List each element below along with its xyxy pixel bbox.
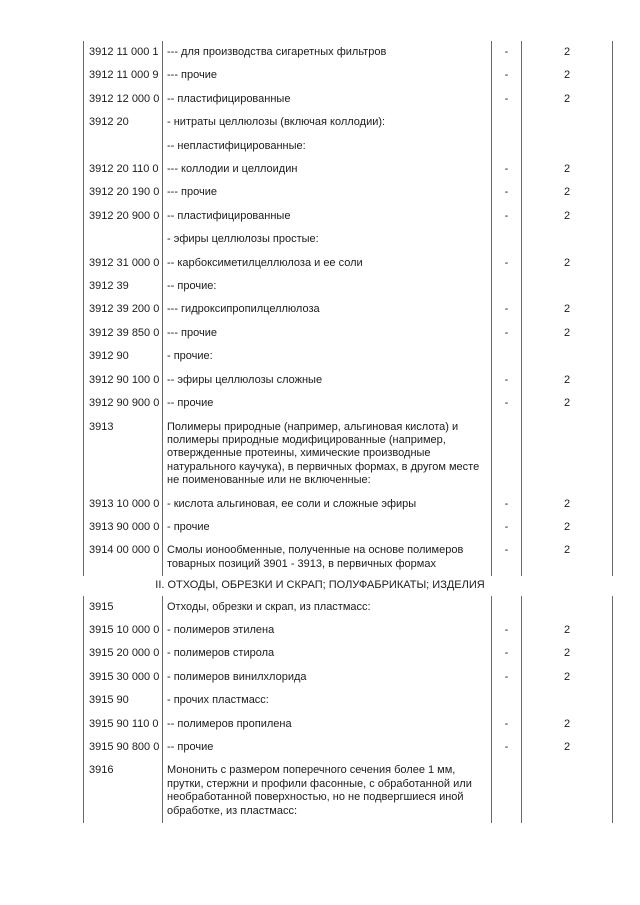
code-cell: 3915 90 800 0: [84, 736, 163, 759]
rate-cell: 2: [522, 41, 613, 64]
table-row: [83, 345, 613, 368]
unit-cell: -: [492, 493, 522, 516]
section-header: II. ОТХОДЫ, ОБРЕЗКИ И СКРАП; ПОЛУФАБРИКАТЫ; ИЗДЕЛИЯ: [155, 579, 485, 592]
table-row: [83, 416, 613, 493]
unit-cell: -: [492, 642, 522, 665]
unit-cell: -: [492, 666, 522, 689]
rate-cell: 2: [522, 252, 613, 275]
code-cell: 3912 90: [84, 345, 163, 368]
table-row: [83, 736, 613, 759]
description-cell: --- прочие: [163, 64, 492, 87]
code-cell: 3912 39: [84, 275, 163, 298]
unit-cell: -: [492, 539, 522, 576]
table-row: [83, 111, 613, 134]
unit-cell: -: [492, 322, 522, 345]
table-row: [83, 369, 613, 392]
unit-cell: -: [492, 392, 522, 415]
description-cell: Отходы, обрезки и скрап, из пластмасс:: [163, 596, 492, 619]
rate-cell: 2: [522, 88, 613, 111]
table-row: [83, 88, 613, 111]
table-row: [83, 252, 613, 275]
table-row: [83, 205, 613, 228]
table-row: [83, 228, 613, 251]
code-cell: 3912 20 900 0: [84, 205, 163, 228]
rate-cell: 2: [522, 493, 613, 516]
description-cell: Полимеры природные (например, альгиновая кислота) и полимеры природные модифицированные (например, отвержденные протеины, химические производные натурального каучука), в первичных формах, в другом месте не поименованные или не включенные:: [163, 416, 492, 493]
code-cell: 3914 00 000 0: [84, 539, 163, 576]
description-cell: - кислота альгиновая, ее соли и сложные эфиры: [163, 493, 492, 516]
unit-cell: -: [492, 516, 522, 539]
rate-cell: [522, 689, 613, 712]
table-row: [83, 41, 613, 64]
rate-cell: 2: [522, 642, 613, 665]
unit-cell: -: [492, 619, 522, 642]
table-row: [83, 689, 613, 712]
description-cell: -- карбоксиметилцеллюлоза и ее соли: [163, 252, 492, 275]
description-cell: -- полимеров пропилена: [163, 713, 492, 736]
code-cell: 3915 30 000 0: [84, 666, 163, 689]
rate-cell: 2: [522, 392, 613, 415]
rate-cell: [522, 228, 613, 251]
rate-cell: [522, 596, 613, 619]
description-cell: -- прочие: [163, 392, 492, 415]
description-cell: - полимеров стирола: [163, 642, 492, 665]
unit-cell: [492, 135, 522, 158]
unit-cell: -: [492, 298, 522, 321]
unit-cell: -: [492, 64, 522, 87]
table-row: [83, 619, 613, 642]
description-cell: --- прочие: [163, 322, 492, 345]
description-cell: Мононить с размером поперечного сечения более 1 мм, прутки, стержни и профили фасонные, с обработанной или необработанной поверхностью, но не подвергшиеся иной обработке, из пластмасс:: [163, 759, 492, 823]
code-cell: 3912 12 000 0: [84, 88, 163, 111]
code-cell: [84, 135, 163, 158]
code-cell: 3913 10 000 0: [84, 493, 163, 516]
description-cell: -- пластифицированные: [163, 205, 492, 228]
description-cell: -- непластифицированные:: [163, 135, 492, 158]
unit-cell: [492, 345, 522, 368]
code-cell: 3912 11 000 9: [84, 64, 163, 87]
unit-cell: -: [492, 736, 522, 759]
code-cell: [84, 228, 163, 251]
code-cell: 3915 20 000 0: [84, 642, 163, 665]
description-cell: --- прочие: [163, 181, 492, 204]
unit-cell: -: [492, 713, 522, 736]
description-cell: - прочие: [163, 516, 492, 539]
unit-cell: [492, 416, 522, 493]
rate-cell: 2: [522, 64, 613, 87]
unit-cell: [492, 111, 522, 134]
table-row: [83, 539, 613, 576]
code-cell: 3912 39 850 0: [84, 322, 163, 345]
unit-cell: [492, 759, 522, 823]
code-cell: 3912 11 000 1: [84, 41, 163, 64]
rate-cell: 2: [522, 369, 613, 392]
rate-cell: [522, 135, 613, 158]
description-cell: - эфиры целлюлозы простые:: [163, 228, 492, 251]
unit-cell: -: [492, 205, 522, 228]
unit-cell: -: [492, 181, 522, 204]
rate-cell: [522, 416, 613, 493]
unit-cell: [492, 596, 522, 619]
unit-cell: -: [492, 252, 522, 275]
table-row: [83, 713, 613, 736]
table-row: [83, 181, 613, 204]
rate-cell: 2: [522, 713, 613, 736]
table-row: [83, 596, 613, 619]
table-row: [83, 666, 613, 689]
rate-cell: 2: [522, 205, 613, 228]
code-cell: 3912 90 900 0: [84, 392, 163, 415]
unit-cell: -: [492, 41, 522, 64]
description-cell: -- прочие: [163, 736, 492, 759]
rate-cell: 2: [522, 181, 613, 204]
code-cell: 3912 31 000 0: [84, 252, 163, 275]
rate-cell: 2: [522, 158, 613, 181]
rate-cell: [522, 345, 613, 368]
unit-cell: -: [492, 369, 522, 392]
table-row: [83, 759, 613, 823]
rate-cell: 2: [522, 322, 613, 345]
unit-cell: [492, 689, 522, 712]
rate-cell: 2: [522, 516, 613, 539]
rate-cell: [522, 275, 613, 298]
unit-cell: [492, 275, 522, 298]
rate-cell: 2: [522, 666, 613, 689]
code-cell: 3916: [84, 759, 163, 823]
rate-cell: 2: [522, 736, 613, 759]
code-cell: 3912 39 200 0: [84, 298, 163, 321]
table-row: [83, 64, 613, 87]
description-cell: --- для производства сигаретных фильтров: [163, 41, 492, 64]
rate-cell: [522, 111, 613, 134]
code-cell: 3915 90: [84, 689, 163, 712]
code-cell: 3912 20: [84, 111, 163, 134]
code-cell: 3915: [84, 596, 163, 619]
table-row: [83, 158, 613, 181]
table-row: [83, 135, 613, 158]
unit-cell: -: [492, 88, 522, 111]
table-row: [83, 642, 613, 665]
description-cell: - нитраты целлюлозы (включая коллодии):: [163, 111, 492, 134]
code-cell: 3913: [84, 416, 163, 493]
code-cell: 3912 20 110 0: [84, 158, 163, 181]
description-cell: - полимеров винилхлорида: [163, 666, 492, 689]
description-cell: -- прочие:: [163, 275, 492, 298]
description-cell: -- пластифицированные: [163, 88, 492, 111]
code-cell: 3915 90 110 0: [84, 713, 163, 736]
table-row: [83, 298, 613, 321]
code-cell: 3913 90 000 0: [84, 516, 163, 539]
code-cell: 3912 90 100 0: [84, 369, 163, 392]
rate-cell: 2: [522, 539, 613, 576]
rate-cell: 2: [522, 298, 613, 321]
table-row: [83, 392, 613, 415]
rate-cell: 2: [522, 619, 613, 642]
description-cell: - прочие:: [163, 345, 492, 368]
table-row: [83, 275, 613, 298]
description-cell: -- эфиры целлюлозы сложные: [163, 369, 492, 392]
code-cell: 3912 20 190 0: [84, 181, 163, 204]
tariff-table: [83, 41, 613, 823]
description-cell: - полимеров этилена: [163, 619, 492, 642]
table-row: [83, 516, 613, 539]
unit-cell: -: [492, 158, 522, 181]
description-cell: --- коллодии и целлоидин: [163, 158, 492, 181]
rate-cell: [522, 759, 613, 823]
table-row: [83, 493, 613, 516]
description-cell: - прочих пластмасс:: [163, 689, 492, 712]
description-cell: --- гидроксипропилцеллюлоза: [163, 298, 492, 321]
unit-cell: [492, 228, 522, 251]
description-cell: Смолы ионообменные, полученные на основе полимеров товарных позиций 3901 - 3913, в первичных формах: [163, 539, 492, 576]
code-cell: 3915 10 000 0: [84, 619, 163, 642]
table-row: [83, 322, 613, 345]
